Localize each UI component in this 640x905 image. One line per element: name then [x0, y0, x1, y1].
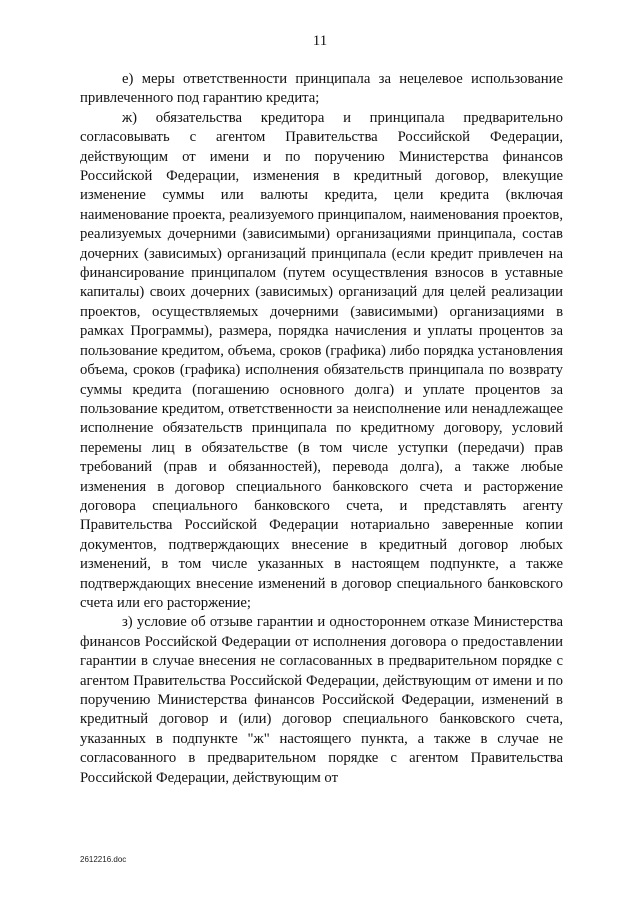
footer-file-code: 2612216.doc — [80, 855, 127, 864]
paragraph-z: з) условие об отзыве гарантии и одностороннем отказе Министерства финансов Российской Федерации от исполнения договора о предоставлении гарантии в случае внесения не согласованных в предварительном порядке с агентом Правительства Российской Федерации, действующим от имени и по поручению Министерства финансов Российской Федерации, изменений в кредитный договор и (или) договор специального банковского счета, указанных в подпункте "ж" настоящего пункта, а также в случае не согласованного в предварительном порядке с агентом Правительства Российской Федерации, действующим от — [80, 614, 563, 786]
page-number: 11 — [312, 33, 328, 49]
paragraph-e: е) меры ответственности принципала за нецелевое использование привлеченного под гарантию кредита; — [80, 71, 563, 107]
paragraph-zh: ж) обязательства кредитора и принципала предварительно согласовывать с агентом Правительства Российской Федерации, действующим от имени и по поручению Министерства финансов Российской Федерации, изменения в кредитный договор, влекущие изменение суммы или валюты кредита, цели кредита (включая наименование проекта, реализуемого принципалом, наименования проектов, реализуемых дочерними (зависимыми) организациями принципала, состав дочерних (зависимых) организаций принципала (если кредит привлечен на финансирование принципалом (путем осуществления взносов в уставные капиталы) своих дочерних (зависимых) организаций для целей реализации проектов, осуществляемых дочерними (зависимыми) организациями в рамках Программы), размера, порядка начисления и уплаты процентов за пользование кредитом, объема, сроков (графика) либо порядка установления объема, сроков (графика) исполнения обязательств принципала по возврату суммы кредита (погашению основного долга) и уплате процентов за пользование кредитом, ответственности за неисполнение или ненадлежащее исполнение обязательств принципала по кредитному договору, условий перемены лиц в обязательстве (в том числе уступки (передачи) прав требований (прав и обязанностей), перевода долга), а также любые изменения в договор специального банковского счета и расторжение договора специального банковского счета, и представлять агенту Правительства Российской Федерации нотариально заверенные копии документов, подтверждающих внесение в кредитный договор любых изменений, в том числе указанных в настоящем подпункте, а также подтверждающих внесение изменений в договор специального банковского счета или его расторжение; — [80, 109, 563, 611]
document-body — [80, 70, 563, 788]
